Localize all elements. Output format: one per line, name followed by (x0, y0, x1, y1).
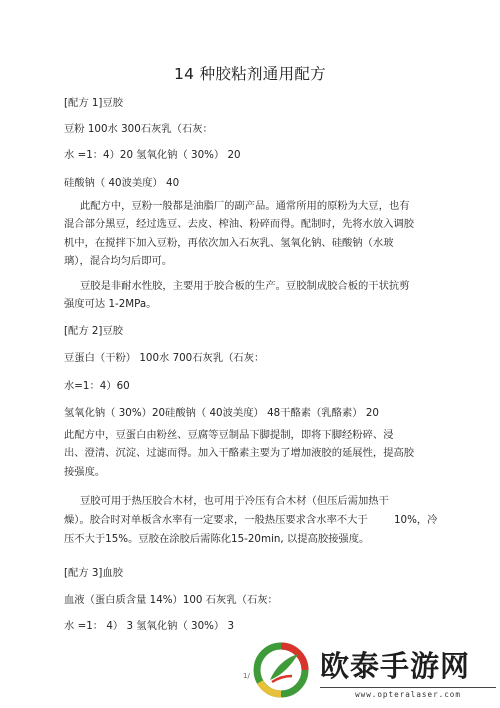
text-line: 水 =1： 4） 3 氢氧化钠（ 30%） 3 (64, 620, 235, 632)
text-line: 燥）。胶合时对单板含水率有一定要求，一般热压要求含水率不大于 (64, 514, 368, 526)
watermark-brand: 欧泰手游网 (320, 649, 471, 683)
recipe-2-heading: [配方 2]豆胶 (64, 325, 124, 337)
text-line: 豆蛋白（干粉） 100水 700石灰乳（石灰： (64, 352, 265, 364)
text-line: 水=1：4）60 (64, 380, 130, 392)
recipe-1-heading: [配方 1]豆胶 (64, 97, 124, 109)
text-line: 豆粉 100水 300石灰乳（石灰： (64, 123, 213, 135)
text-line: 混合部分黑豆，经过选豆、去皮、榨油、粉碎而得。配制时，先将水放入调胶 (64, 218, 415, 230)
text-line: 氢氧化钠（ 30%）20硅酸钠（ 40波美度） 48干酪素（乳酪素） 20 (64, 407, 379, 419)
text-line: 璃），混合均匀后即可。 (64, 255, 173, 267)
text-line: 豆胶可用于热压胶合木材，也可用于冷压有合木材（但压后需加热干 (80, 495, 389, 507)
text-line: 出、澄清、沉淀、过滤而得。加入干酪素主要为了增加液胶的延展性，提高胶 (64, 447, 415, 459)
text-line: 接强度。 (64, 466, 106, 478)
text-line: 压不大于15%。豆胶在涂胶后需陈化15-20min, 以提高胶接强度。 (64, 533, 370, 545)
page-number: 1/ (243, 672, 250, 680)
site-watermark (248, 636, 500, 708)
text-line: 此配方中，豆蛋白由粉丝、豆腐等豆制品下脚提制，即将下脚经粉碎、浸 (64, 429, 394, 441)
text-line: 10%，冷 (394, 514, 438, 526)
document-title: 14 种胶粘剂通用配方 (174, 65, 326, 83)
text-line: 豆胶是非耐水性胶，主要用于胶合板的生产。豆胶制成胶合板的干状抗剪 (80, 280, 410, 292)
text-line: 强度可达 1-2MPa。 (64, 298, 157, 310)
text-line: 血液（蛋白质含量 14%）100 石灰乳（石灰： (64, 594, 278, 606)
watermark-url: www.opteralaser.com (320, 687, 496, 699)
recipe-3-heading: [配方 3]血胶 (64, 567, 124, 579)
text-line: 水 =1：4）20 氢氧化钠（ 30%） 20 (64, 149, 241, 161)
text-line: 硅酸钠（ 40波美度） 40 (64, 177, 180, 189)
brand-logo-icon (248, 636, 314, 702)
text-line: 此配方中，豆粉一般都是油脂厂的副产品。通常所用的原粉为大豆，也有 (80, 200, 410, 212)
text-line: 机中，在搅拌下加入豆粉，再依次加入石灰乳、氢氧化钠、硅酸钠（水玻 (64, 237, 394, 249)
